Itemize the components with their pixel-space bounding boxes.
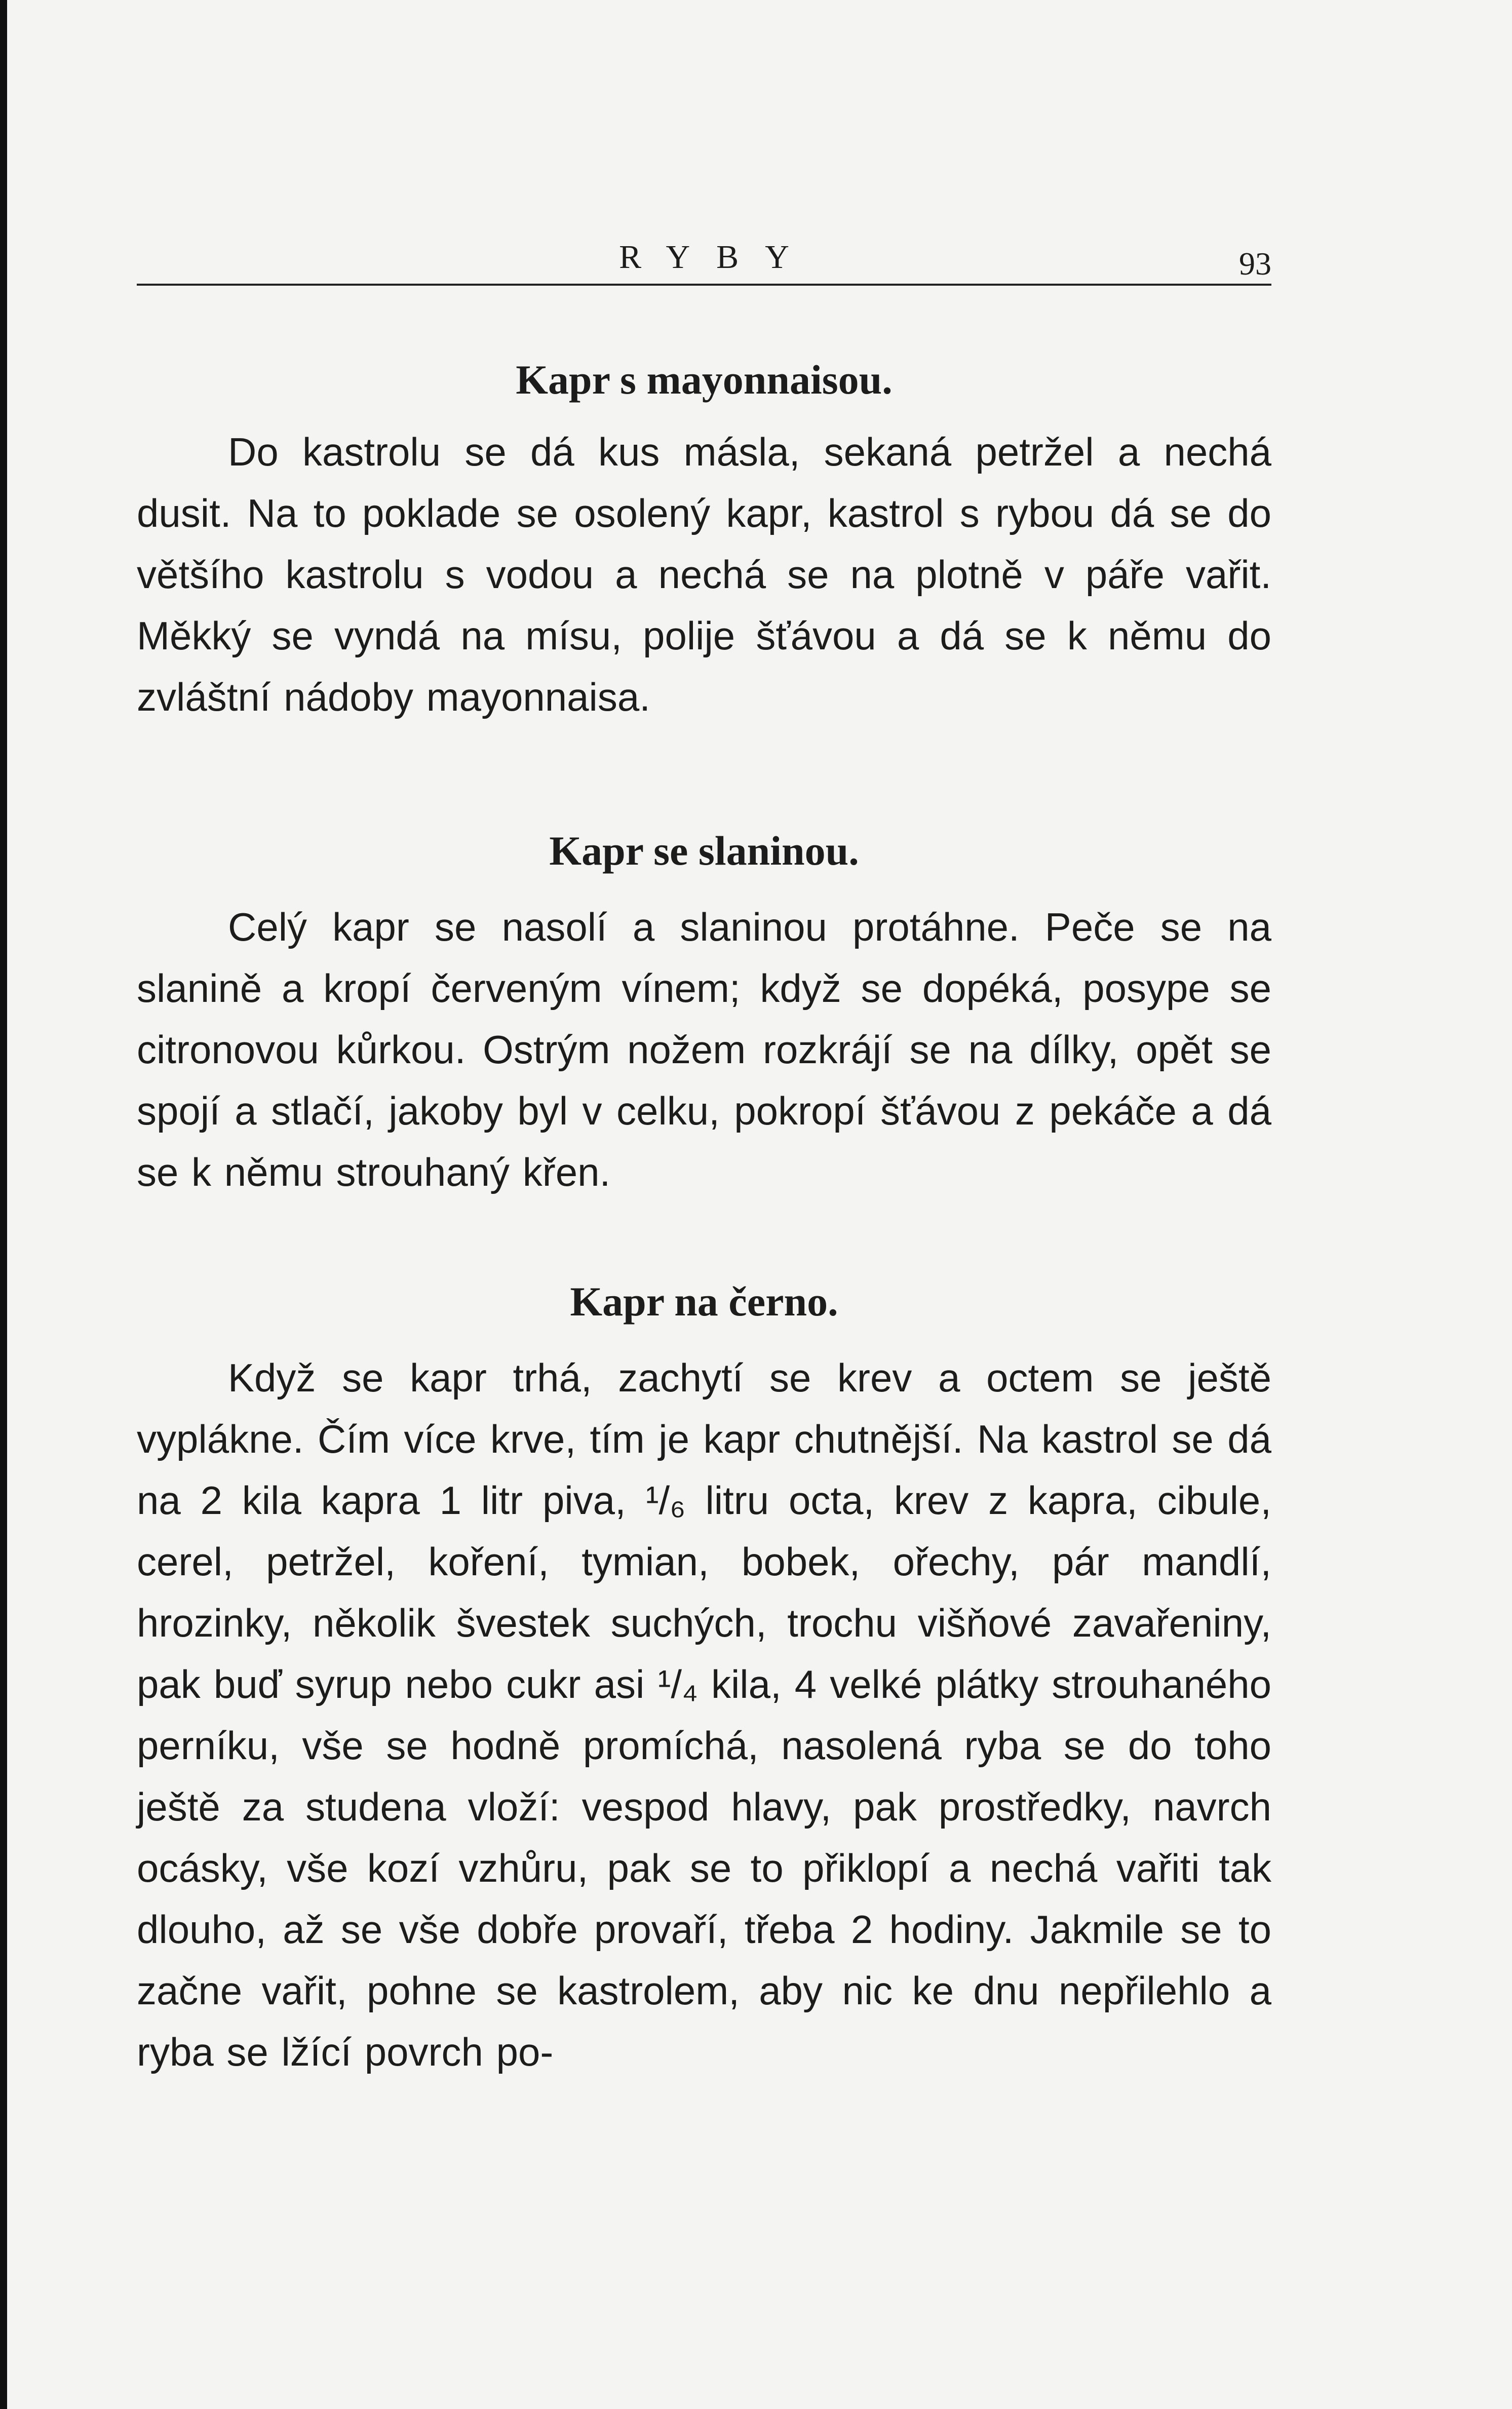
recipe-kapr-s-mayonnaisou (137, 349, 1271, 728)
recipe-title: Kapr s mayonnaisou. (516, 357, 893, 403)
recipe-text: Celý kapr se nasolí a slaninou protáhne. Peče se na slanině a kropí červeným vínem; když se dopéká, posype se citronovou kůrkou. Ostrým nožem rozkrájí se na dílky, opět se spojí a stlačí, jakoby byl v celku, pokropí šťávou z pekáče a dá se k němu strouhaný křen. (137, 905, 1271, 1194)
page-edge-shadow (0, 0, 7, 2409)
recipe-text: Když se kapr trhá, zachytí se krev a octem se ještě vyplákne. Čím více krve, tím je kapr chutnější. Na kastrol se dá na 2 kila kapra 1 litr piva, ¹/₆ litru octa, krev z kapra, cibule, cerel, petržel, koření, tymian, bobek, ořechy, pár mandlí, hrozinky, několik švestek suchých, trochu višňové zavařeniny, pak buď syrup nebo cukr asi ¹/₄ kila, 4 velké plátky strouhaného perníku, vše se hodně promíchá, nasolená ryba se do toho ještě za studena vloží: vespod hlavy, pak prostředky, navrch ocásky, vše kozí vzhůru, pak se to přiklopí a nechá vařiti tak dlouho, až se vše dobře provaří, třeba 2 hodiny. Jakmile se to začne vařit, pohne se kastrolem, aby nic ke dnu nepřilehlo a ryba se lžící povrch po- (137, 1355, 1271, 2074)
recipe-kapr-se-slaninou (137, 821, 1271, 1203)
recipe-kapr-na-cerno (137, 1271, 1271, 2083)
running-title: RYBY (619, 239, 816, 276)
running-head (137, 238, 1271, 286)
recipe-text: Do kastrolu se dá kus másla, sekaná petržel a nechá dusit. Na to poklade se osolený kapr, kastrol s rybou dá se do většího kastrolu s vodou a nechá se na plotně v páře vařit. Měkký se vyndá na mísu, polije šťávou a dá se k němu do zvláštní nádoby mayonnaisa. (137, 430, 1271, 719)
page-number: 93 (1239, 246, 1271, 282)
recipe-title: Kapr se slaninou. (549, 828, 859, 874)
recipe-title: Kapr na černo. (570, 1278, 838, 1325)
